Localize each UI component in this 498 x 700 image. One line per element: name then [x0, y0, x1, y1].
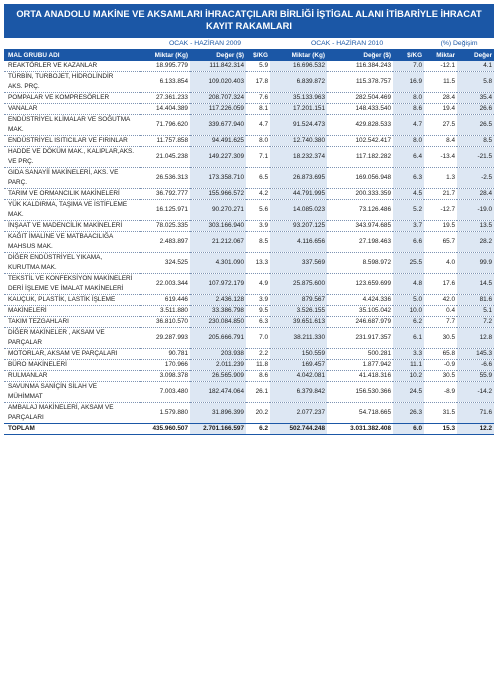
row-val-2009: 94.491.625 [190, 136, 246, 147]
row-unit-2009: 7.0 [246, 328, 270, 349]
row-val-2009: 339.677.940 [190, 115, 246, 136]
total-chg-val: 12.2 [457, 424, 494, 435]
row-val-2009: 303.166.940 [190, 221, 246, 232]
table-row [4, 61, 494, 72]
row-unit-2009: 5.9 [246, 61, 270, 72]
row-qty-2009: 324.525 [140, 253, 190, 274]
row-label-line2: VE PRÇ. [8, 158, 34, 165]
row-qty-2009: 22.003.344 [140, 274, 190, 295]
row-chg-val: 12.8 [457, 328, 494, 349]
period-change: (%) Değişim [440, 40, 478, 47]
row-val-2010: 73.126.486 [327, 200, 393, 221]
row-qty-2010: 18.232.374 [270, 147, 327, 168]
row-chg-qty: 21.7 [424, 189, 457, 200]
column-header-row [4, 49, 494, 61]
row-val-2009: 107.972.179 [190, 274, 246, 295]
col-val-2009-header: Değer ($) [190, 49, 246, 61]
row-val-2010: 41.418.316 [327, 371, 393, 382]
row-val-2009: 208.707.324 [190, 93, 246, 104]
row-unit-2009: 8.0 [246, 136, 270, 147]
row-qty-2010: 93.207.125 [270, 221, 327, 232]
col-val-2010-header: Değer ($) [327, 49, 393, 61]
table-row [4, 168, 494, 189]
row-qty-2009: 14.404.389 [140, 104, 190, 115]
col-qty-2009-header: Miktar (Kg) [140, 49, 190, 61]
row-chg-val: 28.4 [457, 189, 494, 200]
row-chg-val: -21.5 [457, 147, 494, 168]
row-val-2010: 169.056.948 [327, 168, 393, 189]
row-label-line2: KURUTMA MAK. [8, 264, 57, 271]
total-row [4, 424, 494, 435]
row-val-2009: 111.842.314 [190, 61, 246, 72]
row-qty-2010: 879.567 [270, 295, 327, 306]
col-qty-2010-header: Miktar (Kg) [270, 49, 327, 61]
total-chg-qty: 15.3 [424, 424, 457, 435]
row-unit-2010: 3.7 [393, 221, 424, 232]
row-label [4, 200, 140, 221]
row-unit-2010: 4.8 [393, 274, 424, 295]
row-val-2009: 109.020.403 [190, 72, 246, 93]
row-val-2010: 343.974.685 [327, 221, 393, 232]
row-val-2010: 115.378.757 [327, 72, 393, 93]
row-unit-2010: 5.2 [393, 200, 424, 221]
row-unit-2010: 4.7 [393, 115, 424, 136]
row-qty-2010: 4.116.656 [270, 232, 327, 253]
row-label [4, 371, 140, 382]
row-qty-2010: 169.457 [270, 360, 327, 371]
col-unit-2010-header: $/KG [393, 49, 424, 61]
row-unit-2010: 11.1 [393, 360, 424, 371]
row-val-2010: 35.105.042 [327, 306, 393, 317]
row-chg-qty: 7.7 [424, 317, 457, 328]
row-label [4, 115, 140, 136]
period-2010: OCAK - HAZİRAN 2010 [310, 40, 384, 47]
row-label [4, 360, 140, 371]
row-label [4, 382, 140, 403]
table-row [4, 104, 494, 115]
row-unit-2009: 4.9 [246, 274, 270, 295]
total-qty-2010: 502.744.248 [270, 424, 327, 435]
row-unit-2009: 7.1 [246, 147, 270, 168]
table-row [4, 136, 494, 147]
row-chg-qty: 8.4 [424, 136, 457, 147]
row-label-line2: DERİ İŞLEME VE İMALAT MAKİNELERİ [8, 285, 124, 292]
table-row [4, 274, 494, 295]
row-qty-2010: 38.211.330 [270, 328, 327, 349]
row-label-line1: TÜRBİN, TURBOJET, HİDROLİNDİR [8, 73, 114, 80]
row-chg-qty: 0.4 [424, 306, 457, 317]
row-val-2009: 26.565.909 [190, 371, 246, 382]
row-unit-2010: 8.6 [393, 104, 424, 115]
row-unit-2009: 8.1 [246, 104, 270, 115]
row-unit-2009: 7.6 [246, 93, 270, 104]
row-chg-qty: 28.4 [424, 93, 457, 104]
row-qty-2009: 29.287.993 [140, 328, 190, 349]
row-label-line1: AMBALAJ MAKİNELERİ, AKSAM VE [8, 404, 114, 411]
row-val-2010: 116.384.243 [327, 61, 393, 72]
row-qty-2009: 78.025.335 [140, 221, 190, 232]
row-chg-qty: -12.1 [424, 61, 457, 72]
row-val-2010: 1.877.942 [327, 360, 393, 371]
row-unit-2010: 10.2 [393, 371, 424, 382]
row-unit-2010: 26.3 [393, 403, 424, 424]
row-qty-2010: 91.524.473 [270, 115, 327, 136]
row-label [4, 221, 140, 232]
row-chg-qty: -12.7 [424, 200, 457, 221]
row-unit-2010: 4.5 [393, 189, 424, 200]
row-qty-2009: 2.483.897 [140, 232, 190, 253]
table-row [4, 328, 494, 349]
row-unit-2009: 9.5 [246, 306, 270, 317]
row-unit-2010: 6.4 [393, 147, 424, 168]
row-qty-2009: 1.579.880 [140, 403, 190, 424]
table-row [4, 295, 494, 306]
row-chg-qty: 65.8 [424, 349, 457, 360]
row-label-line1: KAUÇUK, PLASTİK, LASTİK İŞLEME [8, 296, 116, 303]
row-label-line2: AKS. PRÇ. [8, 83, 40, 90]
col-group-header: MAL GRUBU ADI [4, 49, 140, 61]
total-val-2009: 2.701.166.597 [190, 424, 246, 435]
row-unit-2010: 8.0 [393, 136, 424, 147]
row-val-2010: 123.659.699 [327, 274, 393, 295]
row-val-2009: 155.966.572 [190, 189, 246, 200]
table-row [4, 253, 494, 274]
row-chg-val: 71.6 [457, 403, 494, 424]
table-row [4, 200, 494, 221]
row-qty-2010: 6.379.842 [270, 382, 327, 403]
row-unit-2009: 2.2 [246, 349, 270, 360]
row-val-2010: 156.530.366 [327, 382, 393, 403]
report-title-line2: KAYIT RAKAMLARI [206, 21, 292, 31]
row-chg-val: 26.6 [457, 104, 494, 115]
row-label-line2: PARÇ. [8, 179, 28, 186]
row-val-2009: 33.386.798 [190, 306, 246, 317]
row-label-line1: RULMANLAR [8, 372, 48, 379]
row-label-line1: TARIM VE ORMANCILIK MAKİNELERİ [8, 190, 120, 197]
row-unit-2009: 4.2 [246, 189, 270, 200]
row-unit-2009: 3.9 [246, 295, 270, 306]
row-val-2010: 117.182.282 [327, 147, 393, 168]
row-chg-val: 145.3 [457, 349, 494, 360]
row-unit-2010: 5.0 [393, 295, 424, 306]
period-header-row [4, 38, 494, 49]
total-qty-2009: 435.960.507 [140, 424, 190, 435]
row-val-2010: 102.542.417 [327, 136, 393, 147]
row-unit-2010: 6.6 [393, 232, 424, 253]
row-label-line1: VANALAR [8, 105, 38, 112]
row-val-2010: 4.424.336 [327, 295, 393, 306]
total-label: TOPLAM [4, 424, 140, 435]
row-val-2010: 200.333.359 [327, 189, 393, 200]
row-qty-2010: 44.791.995 [270, 189, 327, 200]
row-chg-val: 14.5 [457, 274, 494, 295]
col-chg-qty-header: Miktar [424, 49, 457, 61]
row-label [4, 306, 140, 317]
row-qty-2009: 6.133.854 [140, 72, 190, 93]
table-row [4, 349, 494, 360]
row-unit-2010: 25.5 [393, 253, 424, 274]
row-unit-2009: 4.7 [246, 115, 270, 136]
row-chg-val: 5.8 [457, 72, 494, 93]
row-label [4, 104, 140, 115]
row-chg-qty: 65.7 [424, 232, 457, 253]
row-qty-2009: 36.810.570 [140, 317, 190, 328]
row-qty-2010: 35.133.963 [270, 93, 327, 104]
row-unit-2009: 6.5 [246, 168, 270, 189]
row-chg-val: 35.4 [457, 93, 494, 104]
row-chg-val: -6.6 [457, 360, 494, 371]
row-val-2009: 203.938 [190, 349, 246, 360]
row-label [4, 232, 140, 253]
row-qty-2009: 170.966 [140, 360, 190, 371]
row-label-line1: GIDA SANAYİİ MAKİNELERİ, AKS. VE [8, 169, 119, 176]
row-unit-2010: 24.5 [393, 382, 424, 403]
row-qty-2009: 7.003.480 [140, 382, 190, 403]
row-label-line1: HADDE VE DÖKÜM MAK., KALIPLAR,AKS. [8, 148, 135, 155]
table-row [4, 317, 494, 328]
row-val-2010: 148.433.540 [327, 104, 393, 115]
row-val-2009: 182.474.064 [190, 382, 246, 403]
row-qty-2010: 39.651.613 [270, 317, 327, 328]
row-qty-2010: 12.740.380 [270, 136, 327, 147]
row-label [4, 253, 140, 274]
row-label-line1: POMPALAR VE KOMPRESÖRLER [8, 94, 110, 101]
row-unit-2010: 6.1 [393, 328, 424, 349]
row-label [4, 349, 140, 360]
row-val-2009: 90.270.271 [190, 200, 246, 221]
row-unit-2010: 8.0 [393, 93, 424, 104]
row-qty-2009: 16.125.971 [140, 200, 190, 221]
row-val-2009: 4.301.090 [190, 253, 246, 274]
row-qty-2009: 619.446 [140, 295, 190, 306]
row-val-2010: 429.828.533 [327, 115, 393, 136]
col-unit-2009-header: $/KG [246, 49, 270, 61]
row-label [4, 147, 140, 168]
row-qty-2010: 150.559 [270, 349, 327, 360]
row-chg-qty: -0.9 [424, 360, 457, 371]
export-table [4, 38, 494, 435]
row-label-line1: İNŞAAT VE MADENCİLİK MAKİNELERİ [8, 222, 123, 229]
row-label-line1: ENDÜSTRİYEL KLİMALAR VE SOĞUTMA [8, 116, 131, 123]
table-row [4, 403, 494, 424]
row-val-2010: 54.718.665 [327, 403, 393, 424]
row-chg-val: 26.5 [457, 115, 494, 136]
table-row [4, 382, 494, 403]
row-val-2009: 2.011.239 [190, 360, 246, 371]
row-label [4, 317, 140, 328]
table-row [4, 93, 494, 104]
row-chg-val: 4.1 [457, 61, 494, 72]
row-val-2009: 205.666.791 [190, 328, 246, 349]
table-row [4, 189, 494, 200]
row-qty-2010: 16.696.532 [270, 61, 327, 72]
total-val-2010: 3.031.382.408 [327, 424, 393, 435]
row-qty-2009: 3.098.378 [140, 371, 190, 382]
row-label-line1: TEKSTİL VE KONFEKSİYON MAKİNELERİ [8, 275, 133, 282]
row-unit-2009: 26.1 [246, 382, 270, 403]
row-label-line2: PARÇALARI [8, 414, 44, 421]
row-chg-qty: 42.0 [424, 295, 457, 306]
row-qty-2009: 36.792.777 [140, 189, 190, 200]
row-label-line2: PARÇALAR [8, 339, 42, 346]
row-qty-2009: 90.781 [140, 349, 190, 360]
row-chg-val: 55.9 [457, 371, 494, 382]
row-unit-2009: 6.3 [246, 317, 270, 328]
row-chg-val: 5.1 [457, 306, 494, 317]
row-label-line1: ENDÜSTRİYEL ISITICILAR VE FIRINLAR [8, 137, 128, 144]
row-qty-2010: 2.077.237 [270, 403, 327, 424]
row-qty-2009: 3.511.880 [140, 306, 190, 317]
row-unit-2009: 8.6 [246, 371, 270, 382]
table-row [4, 371, 494, 382]
row-qty-2010: 6.839.872 [270, 72, 327, 93]
row-unit-2009: 5.6 [246, 200, 270, 221]
table-row [4, 72, 494, 93]
row-val-2010: 8.598.972 [327, 253, 393, 274]
row-chg-val: -2.5 [457, 168, 494, 189]
row-qty-2009: 21.045.238 [140, 147, 190, 168]
row-unit-2009: 20.2 [246, 403, 270, 424]
row-unit-2010: 6.2 [393, 317, 424, 328]
row-chg-qty: 4.0 [424, 253, 457, 274]
row-label-line1: BÜRO MAKİNELERİ [8, 361, 67, 368]
row-label-line1: DİĞER ENDÜSTRİYEL YIKAMA, [8, 254, 103, 261]
row-label-line1: MOTORLAR, AKSAM VE PARÇALARI [8, 350, 118, 357]
row-label-line1: YÜK KALDIRMA, TAŞIMA VE İSTİFLEME [8, 201, 128, 208]
row-label-line1: DİĞER MAKİNELER , AKSAM VE [8, 329, 105, 336]
row-chg-val: 81.6 [457, 295, 494, 306]
row-chg-qty: 30.5 [424, 328, 457, 349]
table-row [4, 221, 494, 232]
report-title-line1: ORTA ANADOLU MAKİNE VE AKSAMLARI İHRACATÇILARI BİRLİĞİ İŞTİGAL ALANI İTİBARİYLE İHRACAT [16, 9, 482, 19]
row-unit-2010: 7.0 [393, 61, 424, 72]
row-unit-2010: 16.9 [393, 72, 424, 93]
row-chg-qty: 27.5 [424, 115, 457, 136]
table-row [4, 147, 494, 168]
row-qty-2009: 18.995.779 [140, 61, 190, 72]
row-chg-qty: 19.5 [424, 221, 457, 232]
row-unit-2010: 3.3 [393, 349, 424, 360]
row-val-2009: 2.436.128 [190, 295, 246, 306]
row-chg-qty: -13.4 [424, 147, 457, 168]
row-label [4, 72, 140, 93]
row-label [4, 168, 140, 189]
row-chg-val: -19.0 [457, 200, 494, 221]
row-label-line2: MAK. [8, 126, 24, 133]
row-qty-2010: 25.875.600 [270, 274, 327, 295]
row-val-2009: 149.227.309 [190, 147, 246, 168]
row-val-2010: 27.198.463 [327, 232, 393, 253]
table-row [4, 306, 494, 317]
row-qty-2009: 27.361.233 [140, 93, 190, 104]
row-chg-qty: 30.5 [424, 371, 457, 382]
row-chg-qty: 31.5 [424, 403, 457, 424]
report-title [4, 4, 494, 38]
row-qty-2010: 3.526.155 [270, 306, 327, 317]
table-body [4, 61, 494, 424]
row-val-2010: 231.917.357 [327, 328, 393, 349]
row-label-line2: MAHSUS MAK. [8, 243, 53, 250]
row-qty-2010: 337.569 [270, 253, 327, 274]
table-row [4, 115, 494, 136]
row-val-2010: 500.281 [327, 349, 393, 360]
row-chg-val: -14.2 [457, 382, 494, 403]
row-qty-2009: 71.796.620 [140, 115, 190, 136]
row-val-2009: 173.358.710 [190, 168, 246, 189]
row-label-line1: SAVUNMA SANİÇİN SİLAH VE [8, 383, 98, 390]
row-label-line1: KAĞIT İMALİNE VE MATBAACILIĞA [8, 233, 114, 240]
row-label [4, 274, 140, 295]
row-chg-val: 28.2 [457, 232, 494, 253]
row-chg-qty: 17.6 [424, 274, 457, 295]
export-table-wrapper [4, 38, 494, 435]
table-row [4, 360, 494, 371]
total-unit-2009: 6.2 [246, 424, 270, 435]
row-qty-2010: 17.201.151 [270, 104, 327, 115]
row-chg-qty: 19.4 [424, 104, 457, 115]
row-chg-val: 13.5 [457, 221, 494, 232]
row-label [4, 93, 140, 104]
row-chg-val: 8.5 [457, 136, 494, 147]
row-unit-2010: 10.0 [393, 306, 424, 317]
row-label-line1: MAKİNELERİ [8, 307, 47, 314]
row-qty-2010: 4.042.081 [270, 371, 327, 382]
row-chg-qty: -8.9 [424, 382, 457, 403]
row-label [4, 189, 140, 200]
period-2009: OCAK - HAZİRAN 2009 [168, 40, 242, 47]
row-qty-2010: 26.873.695 [270, 168, 327, 189]
row-unit-2009: 8.5 [246, 232, 270, 253]
row-unit-2009: 17.8 [246, 72, 270, 93]
row-label [4, 61, 140, 72]
row-label-line2: MÜHİMMAT [8, 393, 43, 400]
row-val-2009: 21.212.067 [190, 232, 246, 253]
row-qty-2009: 26.536.313 [140, 168, 190, 189]
row-label [4, 295, 140, 306]
row-unit-2009: 13.3 [246, 253, 270, 274]
row-label [4, 136, 140, 147]
row-qty-2010: 14.085.023 [270, 200, 327, 221]
row-unit-2009: 11.8 [246, 360, 270, 371]
row-val-2009: 117.226.059 [190, 104, 246, 115]
row-chg-val: 7.2 [457, 317, 494, 328]
row-unit-2009: 3.9 [246, 221, 270, 232]
row-val-2010: 282.504.469 [327, 93, 393, 104]
row-chg-qty: 1.3 [424, 168, 457, 189]
row-val-2009: 230.084.850 [190, 317, 246, 328]
row-qty-2009: 11.757.858 [140, 136, 190, 147]
row-chg-qty: 11.5 [424, 72, 457, 93]
row-val-2010: 246.687.979 [327, 317, 393, 328]
total-unit-2010: 6.0 [393, 424, 424, 435]
row-label-line1: REAKTÖRLER VE KAZANLAR [8, 62, 98, 69]
row-unit-2010: 6.3 [393, 168, 424, 189]
row-chg-val: 99.9 [457, 253, 494, 274]
col-chg-val-header: Değer [457, 49, 494, 61]
row-label-line1: TAKIM TEZGAHLARI [8, 318, 69, 325]
row-label [4, 328, 140, 349]
row-val-2009: 31.896.399 [190, 403, 246, 424]
row-label-line2: MAK. [8, 211, 24, 218]
row-label [4, 403, 140, 424]
table-row [4, 232, 494, 253]
